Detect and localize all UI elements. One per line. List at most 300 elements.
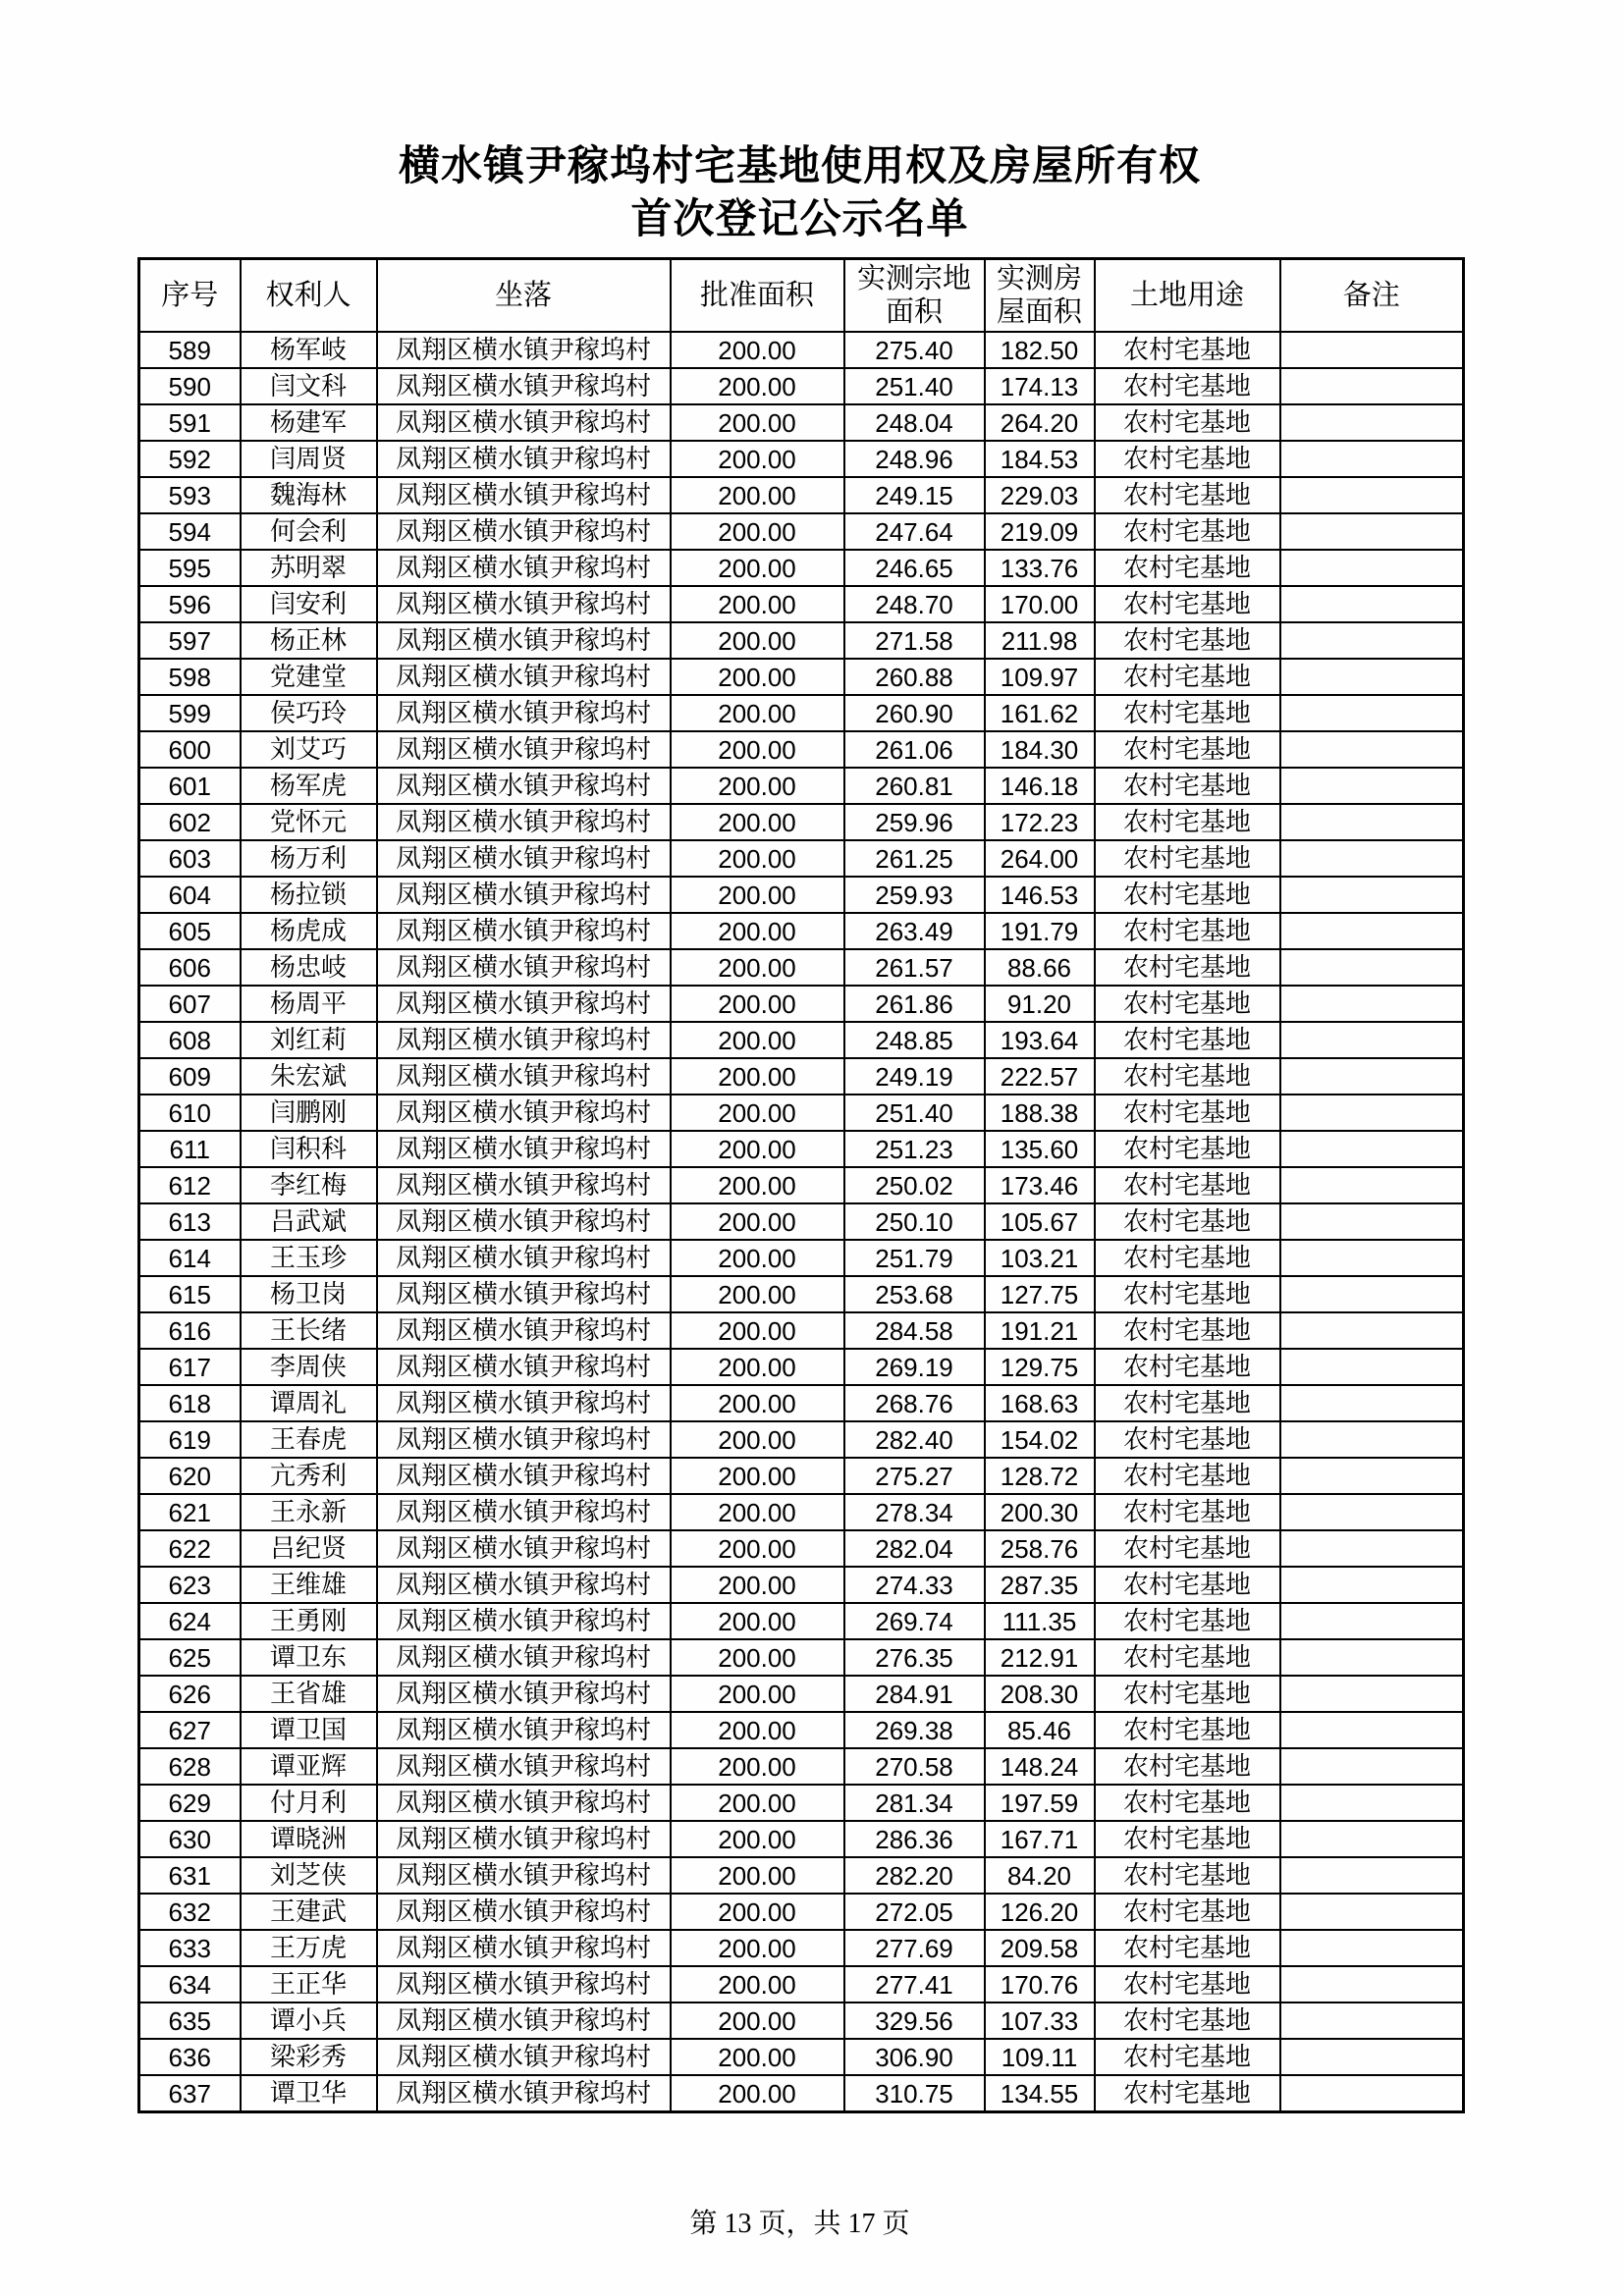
col-header-remark: 备注 [1280,259,1464,333]
cell-parcel-area: 260.81 [844,768,985,804]
cell-approved-area: 200.00 [671,1167,844,1203]
cell-location: 凤翔区横水镇尹稼坞村 [377,804,671,840]
cell-land-use: 农村宅基地 [1095,877,1280,913]
cell-holder: 杨周平 [241,986,377,1022]
cell-seq: 634 [139,1966,241,2002]
table-row [139,1894,1464,1930]
cell-holder: 苏明翠 [241,550,377,586]
cell-seq: 612 [139,1167,241,1203]
cell-holder: 朱宏斌 [241,1058,377,1095]
cell-holder: 谭亚辉 [241,1748,377,1785]
cell-land-use: 农村宅基地 [1095,2075,1280,2112]
cell-location: 凤翔区横水镇尹稼坞村 [377,404,671,441]
cell-location: 凤翔区横水镇尹稼坞村 [377,586,671,622]
col-header-approved-area: 批准面积 [671,259,844,333]
cell-approved-area: 200.00 [671,1785,844,1821]
cell-parcel-area: 277.41 [844,1966,985,2002]
cell-location: 凤翔区横水镇尹稼坞村 [377,1894,671,1930]
cell-holder: 李红梅 [241,1167,377,1203]
cell-remark [1280,1712,1464,1748]
cell-approved-area: 200.00 [671,695,844,731]
cell-parcel-area: 269.74 [844,1603,985,1639]
cell-location: 凤翔区横水镇尹稼坞村 [377,2002,671,2039]
cell-remark [1280,768,1464,804]
cell-house-area: 128.72 [985,1458,1095,1494]
cell-land-use: 农村宅基地 [1095,1203,1280,1240]
cell-land-use: 农村宅基地 [1095,404,1280,441]
cell-location: 凤翔区横水镇尹稼坞村 [377,332,671,368]
cell-seq: 628 [139,1748,241,1785]
cell-approved-area: 200.00 [671,1203,844,1240]
cell-seq: 621 [139,1494,241,1530]
cell-approved-area: 200.00 [671,1240,844,1276]
table-row [139,913,1464,949]
cell-land-use: 农村宅基地 [1095,1676,1280,1712]
cell-land-use: 农村宅基地 [1095,1567,1280,1603]
table-row [139,1421,1464,1458]
cell-holder: 梁彩秀 [241,2039,377,2075]
cell-land-use: 农村宅基地 [1095,1966,1280,2002]
cell-seq: 592 [139,441,241,477]
cell-location: 凤翔区横水镇尹稼坞村 [377,949,671,986]
cell-approved-area: 200.00 [671,1857,844,1894]
cell-house-area: 174.13 [985,368,1095,404]
cell-seq: 596 [139,586,241,622]
cell-remark [1280,1530,1464,1567]
table-row [139,949,1464,986]
cell-parcel-area: 271.58 [844,622,985,659]
cell-remark [1280,1131,1464,1167]
cell-seq: 618 [139,1385,241,1421]
cell-seq: 589 [139,332,241,368]
cell-holder: 杨建军 [241,404,377,441]
table-row [139,1785,1464,1821]
cell-house-area: 126.20 [985,1894,1095,1930]
cell-remark [1280,659,1464,695]
cell-holder: 吕武斌 [241,1203,377,1240]
cell-seq: 630 [139,1821,241,1857]
cell-remark [1280,1748,1464,1785]
cell-parcel-area: 310.75 [844,2075,985,2112]
table-row [139,731,1464,768]
table-row [139,622,1464,659]
cell-approved-area: 200.00 [671,1095,844,1131]
table-row [139,1567,1464,1603]
cell-house-area: 105.67 [985,1203,1095,1240]
cell-parcel-area: 278.34 [844,1494,985,1530]
cell-parcel-area: 261.06 [844,731,985,768]
cell-parcel-area: 268.76 [844,1385,985,1421]
cell-location: 凤翔区横水镇尹稼坞村 [377,1821,671,1857]
cell-approved-area: 200.00 [671,404,844,441]
cell-remark [1280,2075,1464,2112]
cell-seq: 614 [139,1240,241,1276]
cell-location: 凤翔区横水镇尹稼坞村 [377,1421,671,1458]
cell-approved-area: 200.00 [671,513,844,550]
table-row [139,877,1464,913]
cell-holder: 王玉珍 [241,1240,377,1276]
cell-holder: 刘艾巧 [241,731,377,768]
col-header-location: 坐落 [377,259,671,333]
cell-seq: 620 [139,1458,241,1494]
cell-location: 凤翔区横水镇尹稼坞村 [377,1748,671,1785]
cell-parcel-area: 276.35 [844,1639,985,1676]
cell-holder: 何会利 [241,513,377,550]
cell-location: 凤翔区横水镇尹稼坞村 [377,1639,671,1676]
table-row [139,804,1464,840]
table-row [139,1857,1464,1894]
cell-remark [1280,1203,1464,1240]
page-subtitle: 首次登记公示名单 [630,195,969,241]
cell-land-use: 农村宅基地 [1095,2039,1280,2075]
cell-land-use: 农村宅基地 [1095,1494,1280,1530]
cell-remark [1280,1603,1464,1639]
cell-house-area: 182.50 [985,332,1095,368]
cell-approved-area: 200.00 [671,1639,844,1676]
table-row [139,1494,1464,1530]
cell-location: 凤翔区横水镇尹稼坞村 [377,1240,671,1276]
table-row [139,1349,1464,1385]
cell-location: 凤翔区横水镇尹稼坞村 [377,2075,671,2112]
cell-land-use: 农村宅基地 [1095,1240,1280,1276]
title-block [137,139,1462,245]
cell-approved-area: 200.00 [671,332,844,368]
cell-seq: 616 [139,1312,241,1349]
cell-location: 凤翔区横水镇尹稼坞村 [377,695,671,731]
cell-land-use: 农村宅基地 [1095,768,1280,804]
cell-parcel-area: 269.38 [844,1712,985,1748]
table-row [139,1312,1464,1349]
cell-house-area: 172.23 [985,804,1095,840]
table-row [139,1639,1464,1676]
cell-holder: 刘芝侠 [241,1857,377,1894]
cell-house-area: 258.76 [985,1530,1095,1567]
cell-seq: 637 [139,2075,241,2112]
cell-land-use: 农村宅基地 [1095,441,1280,477]
cell-approved-area: 200.00 [671,586,844,622]
cell-location: 凤翔区横水镇尹稼坞村 [377,477,671,513]
table-row [139,513,1464,550]
cell-house-area: 129.75 [985,1349,1095,1385]
cell-approved-area: 200.00 [671,441,844,477]
cell-remark [1280,1276,1464,1312]
cell-approved-area: 200.00 [671,1058,844,1095]
cell-seq: 594 [139,513,241,550]
cell-land-use: 农村宅基地 [1095,586,1280,622]
cell-approved-area: 200.00 [671,1567,844,1603]
cell-remark [1280,1821,1464,1857]
cell-land-use: 农村宅基地 [1095,1276,1280,1312]
cell-remark [1280,2039,1464,2075]
cell-parcel-area: 272.05 [844,1894,985,1930]
cell-remark [1280,1458,1464,1494]
cell-land-use: 农村宅基地 [1095,1022,1280,1058]
cell-location: 凤翔区横水镇尹稼坞村 [377,1567,671,1603]
cell-seq: 597 [139,622,241,659]
cell-seq: 632 [139,1894,241,1930]
cell-seq: 624 [139,1603,241,1639]
page-number: 第 13 页，共 17 页 [689,2209,910,2239]
cell-seq: 627 [139,1712,241,1748]
table-row [139,404,1464,441]
cell-holder: 谭小兵 [241,2002,377,2039]
cell-remark [1280,1312,1464,1349]
cell-approved-area: 200.00 [671,368,844,404]
cell-remark [1280,804,1464,840]
cell-location: 凤翔区横水镇尹稼坞村 [377,513,671,550]
cell-holder: 侯巧玲 [241,695,377,731]
cell-approved-area: 200.00 [671,1131,844,1167]
cell-house-area: 135.60 [985,1131,1095,1167]
cell-remark [1280,1095,1464,1131]
col-header-parcel-area: 实测宗地面积 [844,259,985,333]
cell-house-area: 191.79 [985,913,1095,949]
page-title: 横水镇尹稼坞村宅基地使用权及房屋所有权 [398,142,1201,188]
cell-land-use: 农村宅基地 [1095,1167,1280,1203]
cell-house-area: 109.11 [985,2039,1095,2075]
cell-seq: 623 [139,1567,241,1603]
cell-land-use: 农村宅基地 [1095,1748,1280,1785]
table-row [139,477,1464,513]
cell-seq: 595 [139,550,241,586]
cell-parcel-area: 248.96 [844,441,985,477]
cell-parcel-area: 251.23 [844,1131,985,1167]
cell-remark [1280,949,1464,986]
col-header-land-use: 土地用途 [1095,259,1280,333]
cell-remark [1280,840,1464,877]
cell-house-area: 148.24 [985,1748,1095,1785]
cell-holder: 魏海林 [241,477,377,513]
cell-remark [1280,513,1464,550]
cell-remark [1280,913,1464,949]
cell-land-use: 农村宅基地 [1095,1421,1280,1458]
cell-house-area: 191.21 [985,1312,1095,1349]
table-row [139,368,1464,404]
cell-approved-area: 200.00 [671,477,844,513]
cell-seq: 599 [139,695,241,731]
cell-parcel-area: 248.04 [844,404,985,441]
cell-parcel-area: 329.56 [844,2002,985,2039]
cell-house-area: 173.46 [985,1167,1095,1203]
cell-location: 凤翔区横水镇尹稼坞村 [377,1603,671,1639]
cell-holder: 王春虎 [241,1421,377,1458]
cell-remark [1280,477,1464,513]
cell-parcel-area: 261.57 [844,949,985,986]
cell-remark [1280,1676,1464,1712]
cell-remark [1280,1240,1464,1276]
table-row [139,1458,1464,1494]
cell-approved-area: 200.00 [671,913,844,949]
cell-remark [1280,731,1464,768]
table-row [139,1821,1464,1857]
cell-house-area: 154.02 [985,1421,1095,1458]
cell-approved-area: 200.00 [671,1494,844,1530]
cell-house-area: 208.30 [985,1676,1095,1712]
cell-location: 凤翔区横水镇尹稼坞村 [377,1785,671,1821]
cell-parcel-area: 260.90 [844,695,985,731]
table-row [139,2002,1464,2039]
cell-land-use: 农村宅基地 [1095,622,1280,659]
cell-remark [1280,1421,1464,1458]
cell-location: 凤翔区横水镇尹稼坞村 [377,1676,671,1712]
cell-remark [1280,1567,1464,1603]
cell-house-area: 85.46 [985,1712,1095,1748]
cell-approved-area: 200.00 [671,1349,844,1385]
cell-parcel-area: 251.40 [844,368,985,404]
cell-seq: 605 [139,913,241,949]
cell-approved-area: 200.00 [671,1312,844,1349]
cell-land-use: 农村宅基地 [1095,840,1280,877]
cell-seq: 598 [139,659,241,695]
registration-table [137,257,1465,2113]
cell-location: 凤翔区横水镇尹稼坞村 [377,659,671,695]
cell-seq: 604 [139,877,241,913]
cell-land-use: 农村宅基地 [1095,1349,1280,1385]
cell-house-area: 133.76 [985,550,1095,586]
cell-remark [1280,1894,1464,1930]
cell-remark [1280,622,1464,659]
cell-approved-area: 200.00 [671,2039,844,2075]
cell-location: 凤翔区横水镇尹稼坞村 [377,1966,671,2002]
table-row [139,1748,1464,1785]
table-row [139,441,1464,477]
cell-location: 凤翔区横水镇尹稼坞村 [377,1167,671,1203]
cell-approved-area: 200.00 [671,877,844,913]
cell-holder: 王长绪 [241,1312,377,1349]
cell-holder: 王正华 [241,1966,377,2002]
cell-holder: 王万虎 [241,1930,377,1966]
cell-seq: 633 [139,1930,241,1966]
cell-land-use: 农村宅基地 [1095,1131,1280,1167]
cell-remark [1280,550,1464,586]
cell-parcel-area: 246.65 [844,550,985,586]
cell-holder: 吕纪贤 [241,1530,377,1567]
cell-parcel-area: 249.15 [844,477,985,513]
cell-holder: 杨卫岗 [241,1276,377,1312]
cell-land-use: 农村宅基地 [1095,1385,1280,1421]
cell-location: 凤翔区横水镇尹稼坞村 [377,550,671,586]
cell-land-use: 农村宅基地 [1095,1312,1280,1349]
cell-approved-area: 200.00 [671,659,844,695]
cell-holder: 谭卫东 [241,1639,377,1676]
cell-holder: 亢秀利 [241,1458,377,1494]
cell-parcel-area: 253.68 [844,1276,985,1312]
cell-house-area: 167.71 [985,1821,1095,1857]
cell-location: 凤翔区横水镇尹稼坞村 [377,986,671,1022]
cell-holder: 王勇刚 [241,1603,377,1639]
cell-land-use: 农村宅基地 [1095,1603,1280,1639]
cell-house-area: 287.35 [985,1567,1095,1603]
table-row [139,1167,1464,1203]
cell-seq: 626 [139,1676,241,1712]
cell-seq: 622 [139,1530,241,1567]
cell-parcel-area: 275.27 [844,1458,985,1494]
cell-land-use: 农村宅基地 [1095,659,1280,695]
cell-holder: 谭晓洲 [241,1821,377,1857]
cell-seq: 615 [139,1276,241,1312]
cell-location: 凤翔区横水镇尹稼坞村 [377,1712,671,1748]
cell-approved-area: 200.00 [671,2002,844,2039]
cell-location: 凤翔区横水镇尹稼坞村 [377,768,671,804]
cell-house-area: 193.64 [985,1022,1095,1058]
cell-parcel-area: 261.25 [844,840,985,877]
cell-seq: 617 [139,1349,241,1385]
cell-land-use: 农村宅基地 [1095,550,1280,586]
cell-location: 凤翔区横水镇尹稼坞村 [377,1857,671,1894]
cell-house-area: 222.57 [985,1058,1095,1095]
cell-holder: 闫积科 [241,1131,377,1167]
cell-remark [1280,404,1464,441]
cell-approved-area: 200.00 [671,731,844,768]
cell-seq: 591 [139,404,241,441]
table-row [139,768,1464,804]
cell-land-use: 农村宅基地 [1095,368,1280,404]
cell-parcel-area: 251.40 [844,1095,985,1131]
table-row [139,1095,1464,1131]
table-row [139,1022,1464,1058]
cell-remark [1280,695,1464,731]
cell-land-use: 农村宅基地 [1095,1458,1280,1494]
table-row [139,550,1464,586]
cell-house-area: 170.76 [985,1966,1095,2002]
cell-house-area: 91.20 [985,986,1095,1022]
cell-approved-area: 200.00 [671,1458,844,1494]
cell-parcel-area: 284.91 [844,1676,985,1712]
table-row [139,1276,1464,1312]
cell-parcel-area: 261.86 [844,986,985,1022]
cell-holder: 谭卫国 [241,1712,377,1748]
table-header-row [139,259,1464,333]
table-row [139,1676,1464,1712]
cell-land-use: 农村宅基地 [1095,1530,1280,1567]
cell-holder: 杨万利 [241,840,377,877]
table-row [139,332,1464,368]
cell-land-use: 农村宅基地 [1095,332,1280,368]
cell-seq: 611 [139,1131,241,1167]
cell-approved-area: 200.00 [671,768,844,804]
cell-approved-area: 200.00 [671,1385,844,1421]
cell-location: 凤翔区横水镇尹稼坞村 [377,913,671,949]
cell-location: 凤翔区横水镇尹稼坞村 [377,622,671,659]
table-row [139,2039,1464,2075]
cell-remark [1280,1385,1464,1421]
cell-house-area: 127.75 [985,1276,1095,1312]
cell-holder: 杨军岐 [241,332,377,368]
cell-holder: 杨拉锁 [241,877,377,913]
cell-holder: 闫安利 [241,586,377,622]
cell-parcel-area: 247.64 [844,513,985,550]
cell-house-area: 107.33 [985,2002,1095,2039]
table-row [139,1712,1464,1748]
cell-land-use: 农村宅基地 [1095,731,1280,768]
cell-parcel-area: 281.34 [844,1785,985,1821]
cell-approved-area: 200.00 [671,1603,844,1639]
cell-location: 凤翔区横水镇尹稼坞村 [377,1131,671,1167]
cell-parcel-area: 259.93 [844,877,985,913]
cell-seq: 600 [139,731,241,768]
cell-seq: 613 [139,1203,241,1240]
cell-parcel-area: 270.58 [844,1748,985,1785]
cell-remark [1280,441,1464,477]
cell-land-use: 农村宅基地 [1095,1930,1280,1966]
cell-approved-area: 200.00 [671,1748,844,1785]
cell-location: 凤翔区横水镇尹稼坞村 [377,1349,671,1385]
cell-house-area: 209.58 [985,1930,1095,1966]
cell-house-area: 184.53 [985,441,1095,477]
cell-approved-area: 200.00 [671,1966,844,2002]
cell-approved-area: 200.00 [671,840,844,877]
cell-location: 凤翔区横水镇尹稼坞村 [377,731,671,768]
